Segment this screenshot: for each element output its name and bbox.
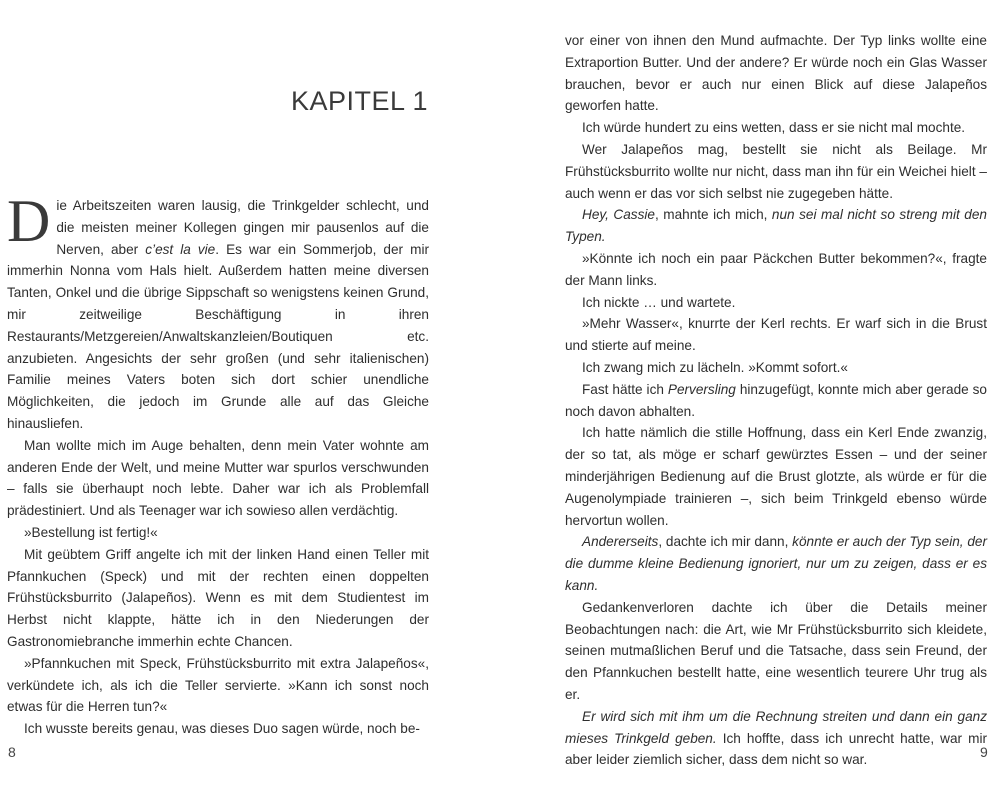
text-span: Ich nickte … und wartete. — [582, 294, 736, 310]
text-span: hinzugefügt, konnte mich aber gerade so noch davon abhalten. — [565, 381, 987, 419]
text-span: Ich würde hundert zu eins wetten, dass er sie nicht mal mochte. — [582, 120, 966, 136]
text-span: , dachte ich mir dann, — [658, 534, 793, 550]
paragraph — [7, 435, 429, 522]
italic-span: Hey, Cassie — [582, 207, 655, 223]
italic-span: Perversling — [667, 381, 736, 397]
left-page-text — [7, 188, 429, 740]
italic-span: könnte er auch der Typ sein, der die dumme kleine Bedienung ignoriert, nur um zu zeigen, dass er es kann. — [565, 534, 987, 593]
text-span: Gedankenverloren dachte ich über die Details meiner Beobachtungen nach: die Art, wie Mr Frühstücksburrito sich kleidete, seinen mutmaßlichen Beruf und die Tatsache, dass sein Freund, der den Pfannkuchen bestellt hatte, eine wesentlich teurere Uhr trug als er. — [565, 599, 987, 702]
drop-cap: D — [7, 188, 51, 254]
paragraph — [565, 597, 987, 706]
paragraph — [7, 188, 429, 435]
paragraph — [7, 653, 429, 718]
text-span: Ich hatte nämlich die stille Hoffnung, dass ein Kerl Ende zwanzig, der so tat, als möge er scharf gewürztes Essen – und der seiner minderjährigen Bedienung auf die Brust glotzte, als würde er für die Augenolympiade trainieren –, sich beim Trinkgeld ebenso würde hervortun wollen. — [565, 425, 987, 528]
paragraph — [565, 204, 987, 248]
right-page-text — [565, 30, 987, 771]
italic-span: c’est la vie — [145, 241, 216, 257]
text-span: ie Arbeitszeiten waren lausig, die Trinkgelder schlecht, und die meisten meiner Kollegen gingen mir pausenlos auf die Nerven, aber — [56, 198, 429, 257]
text-span: »Könnte ich noch ein paar Päckchen Butter bekommen?«, fragte der Mann links. — [565, 250, 987, 288]
text-span: Ich zwang mich zu lächeln. »Kommt sofort.« — [582, 359, 848, 375]
text-span: Wer Jalapeños mag, bestellt sie nicht als Beilage. Mr Frühstücksburrito wollte nur nicht, dass man ihn für ein Weichei hielt – auch wenn er das vor sich selbst nie zugegeben hätte. — [565, 141, 987, 201]
italic-span: nun sei mal nicht so streng mit den Typen. — [565, 207, 987, 245]
paragraph — [565, 248, 987, 292]
text-span: »Mehr Wasser«, knurrte der Kerl rechts. Er warf sich in die Brust und stierte auf meine. — [565, 316, 987, 354]
text-span: Man wollte mich im Auge behalten, denn mein Vater wohnte am anderen Ende der Welt, und meine Mutter war spurlos verschwunden – falls sie überhaupt noch lebte. Daher war ich als Problemfall prädestiniert. Und als Teenager war ich sowieso allen verdächtig. — [7, 437, 429, 519]
page-number-right: 9 — [980, 744, 988, 760]
paragraph — [565, 531, 987, 596]
paragraph — [565, 292, 987, 314]
text-span: Mit geübtem Griff angelte ich mit der linken Hand einen Teller mit Pfannkuchen (Speck) und mit der rechten einen doppelten Frühstücksburrito (Jalapeños). Wenn es mit dem Studientest im Herbst nicht klappte, hätte ich in den Niederungen der Gastronomiebranche immerhin echte Chancen. — [7, 546, 429, 649]
text-span: Ich wusste bereits genau, was dieses Duo sagen würde, noch be- — [24, 721, 420, 737]
paragraph — [565, 706, 987, 771]
paragraph — [565, 117, 987, 139]
text-span: Ich hoffte, dass ich unrecht hatte, war mir aber leider ziemlich sicher, dass dem nicht so war. — [565, 730, 988, 768]
text-span: . Es war ein Sommerjob, der mir immerhin Nonna vom Hals hielt. Außerdem hatten meine diversen Tanten, Onkel und die übrige Sippschaft so wenigstens keinen Grund, mir zeitweilige Beschäftigung in ihren Restaurants/Metzgereien/Anwaltskanzleien/Boutiquen etc. anzubieten. Angesichts der sehr großen (und sehr italienischen) Familie meines Vaters boten sich dort schier unendliche Möglichkeiten, die jedoch im Grunde alle auf das Gleiche hinausliefen. — [7, 241, 429, 431]
text-span: »Pfannkuchen mit Speck, Frühstücksburrito mit extra Jalapeños«, verkündete ich, als ich die Teller servierte. »Kann ich sonst noch etwas für die Herren tun?« — [7, 655, 429, 715]
page-number-left: 8 — [8, 744, 16, 760]
paragraph — [565, 422, 987, 531]
paragraph — [565, 139, 987, 204]
paragraph — [7, 718, 429, 740]
paragraph — [565, 30, 987, 117]
chapter-title: KAPITEL 1 — [290, 86, 428, 116]
italic-span: Er wird sich mit ihm um die Rechnung streiten und dann ein ganz mieses Trinkgeld geben. — [565, 708, 987, 746]
paragraph — [565, 313, 987, 357]
italic-span: Andererseits — [582, 534, 659, 550]
paragraph — [565, 357, 987, 379]
paragraph — [7, 522, 429, 544]
paragraph — [565, 379, 987, 423]
text-span: Fast hätte ich — [582, 381, 668, 397]
text-span: , mahnte ich mich, — [654, 207, 772, 223]
paragraph — [7, 544, 429, 653]
text-span: »Bestellung ist fertig!« — [24, 524, 158, 540]
text-span: vor einer von ihnen den Mund aufmachte. Der Typ links wollte eine Extraportion Butter. Und der andere? Er würde noch ein Glas Wasser brauchen, bevor er auch nur einen Blick auf diese Jalapeños geworfen hatte. — [565, 33, 987, 114]
